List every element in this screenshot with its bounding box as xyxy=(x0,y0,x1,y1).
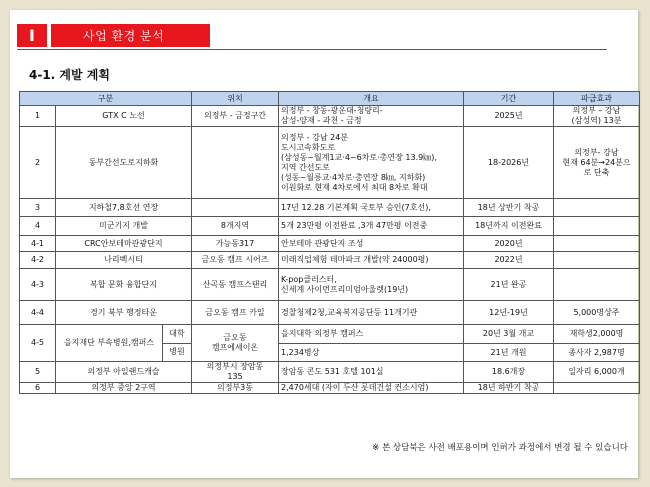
row-location: 의정부시 장암동 135 xyxy=(192,362,279,383)
table-row xyxy=(20,301,640,325)
row-location: 금오동 캠프에세이온 xyxy=(192,325,279,362)
row-effect xyxy=(554,383,640,394)
row-name: 동부간선도로지하화 xyxy=(56,127,192,199)
row-number: 1 xyxy=(20,106,56,127)
row-name: GTX C 노선 xyxy=(56,106,192,127)
row-effect xyxy=(554,252,640,269)
row-name: 경기 북부 행정타운 xyxy=(56,301,192,325)
page-subtitle: 4-1. 계발 계획 xyxy=(29,68,110,82)
table-row xyxy=(20,199,640,217)
row-period: 12년-19년 xyxy=(464,301,554,325)
row-name: 나리벡시티 xyxy=(56,252,192,269)
row-overview: 1,234병상 xyxy=(279,344,464,362)
row-name: 을지재단 부속병원,캠퍼스 xyxy=(63,338,155,347)
col-header-category: 구분 xyxy=(20,92,192,106)
table-row xyxy=(20,106,640,127)
table-row xyxy=(20,269,640,301)
col-header-period: 기간 xyxy=(464,92,554,106)
col-header-location: 위치 xyxy=(192,92,279,106)
table-header-row xyxy=(20,92,640,106)
row-effect: 종사자 2,987명 xyxy=(554,344,640,362)
row-overview: 17년 12.28 기본계획 국토부 승인(7호선), xyxy=(279,199,464,217)
col-header-effect: 파급효과 xyxy=(554,92,640,106)
row-effect xyxy=(554,236,640,252)
row-effect: 재학생2,000명 xyxy=(554,325,640,344)
row-period: 18년까지 이전완료 xyxy=(464,217,554,236)
row-effect xyxy=(554,217,640,236)
col-header-overview: 개요 xyxy=(279,92,464,106)
row-period: 18.6개장 xyxy=(464,362,554,383)
table-row xyxy=(20,383,640,394)
table-row xyxy=(20,252,640,269)
row-overview: 5개 23만평 이전완료 ,3개 47만평 이전중 xyxy=(279,217,464,236)
row-location xyxy=(192,199,279,217)
table-row xyxy=(20,217,640,236)
row-period: 18년 상반기 착공 xyxy=(464,199,554,217)
row-number: 4-2 xyxy=(20,252,56,269)
row-number: 4 xyxy=(20,217,56,236)
row-name-cell xyxy=(56,325,192,362)
row-number: 6 xyxy=(20,383,56,394)
row-name: 미군기지 개발 xyxy=(56,217,192,236)
row-period: 18-2026년 xyxy=(464,127,554,199)
row-overview: 미래직업체험 테마파크 개발(약 24000평) xyxy=(279,252,464,269)
row-period: 2020년 xyxy=(464,236,554,252)
row-location: 8개지역 xyxy=(192,217,279,236)
row-name: CRC안보테마관광단지 xyxy=(56,236,192,252)
row-period: 21년 완공 xyxy=(464,269,554,301)
row-overview: 안보테마 관광단지 조성 xyxy=(279,236,464,252)
row-overview: 의정부 - 창동-광운대-청량리- 삼성-양재 - 과천 - 금정 xyxy=(279,106,464,127)
row-overview: 장암동 콘도 531 호텔 101실 xyxy=(279,362,464,383)
table-row xyxy=(20,325,640,344)
row-name: 지하철7,8호선 연장 xyxy=(56,199,192,217)
row-effect xyxy=(554,199,640,217)
row-number: 4-1 xyxy=(20,236,56,252)
row-overview: K-pop클러스터, 신세계 사이먼프리미엄아울렛(19년) xyxy=(279,269,464,301)
row-period: 21년 개원 xyxy=(464,344,554,362)
row-location xyxy=(192,127,279,199)
row-effect: 의정부- 강남 현재 64분→24분으 로 단축 xyxy=(554,127,640,199)
row-number: 2 xyxy=(20,127,56,199)
row-location: 산곡동 캠프스탠리 xyxy=(192,269,279,301)
row-location: 의정부 - 금정구간 xyxy=(192,106,279,127)
section-divider xyxy=(17,49,607,50)
table-row xyxy=(20,236,640,252)
row-effect xyxy=(554,269,640,301)
row-name: 복합 문화 융합단지 xyxy=(56,269,192,301)
row-number: 4-4 xyxy=(20,301,56,325)
footer-note: ※ 본 상담북은 사전 배포용이며 인허가 과정에서 변경 될 수 있습니다 xyxy=(372,443,628,453)
row-number: 3 xyxy=(20,199,56,217)
row-location: 의정부3동 xyxy=(192,383,279,394)
table-row xyxy=(20,127,640,199)
development-plan-table xyxy=(19,91,640,394)
row-number: 4-3 xyxy=(20,269,56,301)
section-number-badge: I xyxy=(17,24,47,47)
row-overview: 의정부 - 강남 24분 도시고속화도로 (삼성동~월계1교·4~6차로·총연장 13.9㎞), 지역 간선도로 (성동~월릉교·4차로·총연장 8㎞, 지하화) 이원화로 현재 4차로에서 최대 8차로 확대 xyxy=(279,127,464,199)
section-title: 사업 환경 분석 xyxy=(51,24,210,47)
row-overview: 2,470세대 (자이 두산 롯데건설 컨소시엄) xyxy=(279,383,464,394)
row-number: 4-5 xyxy=(20,325,56,362)
row-period: 2022년 xyxy=(464,252,554,269)
row-location: 금오동 캠프 시어즈 xyxy=(192,252,279,269)
row-effect: 일자리 6,000개 xyxy=(554,362,640,383)
row-name: 의정부 중앙 2구역 xyxy=(56,383,192,394)
row-location: 금오동 캠프 카일 xyxy=(192,301,279,325)
sub-category-hospital: 병원 xyxy=(169,347,185,357)
row-effect: 5,000명상주 xyxy=(554,301,640,325)
row-location: 가능동317 xyxy=(192,236,279,252)
table-row xyxy=(20,362,640,383)
row-effect: 의정부 – 강남 (삼성역) 13분 xyxy=(554,106,640,127)
row-name: 의정부 아일랜드캐슬 xyxy=(56,362,192,383)
row-overview: 을지대학 의정부 캠퍼스 xyxy=(279,325,464,344)
row-period: 18년 하반기 착공 xyxy=(464,383,554,394)
row-period: 2025년 xyxy=(464,106,554,127)
row-overview: 경찰청제2청,교육복지공단등 11개기관 xyxy=(279,301,464,325)
sub-category-university: 대학 xyxy=(163,325,191,344)
row-number: 5 xyxy=(20,362,56,383)
row-period: 20년 3월 개교 xyxy=(464,325,554,344)
